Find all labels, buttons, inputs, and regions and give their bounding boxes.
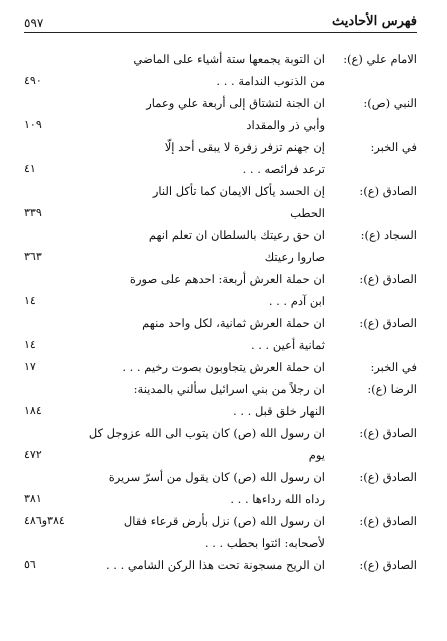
hadith-text: ان رسول الله (ص) كان يقول من أسرّ سريرة (108, 470, 325, 484)
narrator: الصادق (ع): (359, 470, 417, 484)
narrator: الصادق (ع): (359, 558, 417, 572)
narrator: الصادق (ع): (359, 184, 417, 198)
hadith-text: ان رسول الله (ص) نزل بأرض قرعاء فقال (123, 514, 325, 528)
narrator: الصادق (ع): (359, 514, 417, 528)
hadith-text-continued: من الذنوب الندامة . . . (216, 74, 325, 88)
hadith-text-continued: النهار خلق قبل . . . (233, 404, 325, 418)
index-entry (24, 554, 417, 576)
index-entry (24, 92, 417, 136)
hadith-text: ان الريح مسجونة تحت هذا الركن الشامي . . . (105, 558, 325, 572)
index-entry (24, 136, 417, 180)
running-title: فهرس الأحاديث (332, 14, 417, 29)
hadith-text: ان التوبة يجمعها ستة أشياء على الماضي (133, 52, 325, 66)
page-reference: ٥٦ (24, 558, 36, 571)
hadith-text: ان رجلاً من بني اسرائيل سألني بالمدينة: (133, 382, 325, 396)
index-entry (24, 510, 417, 554)
index-entry (24, 466, 417, 510)
narrator: الامام علي (ع): (343, 52, 417, 66)
page-reference: ١٠٩ (24, 118, 42, 131)
index-entry (24, 48, 417, 92)
hadith-text-continued: الحطب (290, 206, 325, 220)
hadith-text-continued: لأصحابه: ائتوا بحطب . . . (204, 536, 325, 550)
header-rule (24, 32, 417, 33)
page-number: ٥٩٧ (24, 16, 44, 30)
page-reference: ٣٨٤و٤٨٦ (24, 514, 65, 527)
hadith-index-list (24, 48, 417, 635)
page-reference: ٣٨١ (24, 492, 42, 505)
narrator: في الخبر: (370, 360, 417, 374)
page-reference: ٣٦٣ (24, 250, 42, 263)
narrator: الصادق (ع): (359, 426, 417, 440)
hadith-text: ان حملة العرش يتجاوبون بصوت رخيم . . . (122, 360, 325, 374)
narrator: الصادق (ع): (359, 272, 417, 286)
hadith-text: ان الجنة لتشتاق إلى أربعة علي وعمار (146, 96, 325, 110)
index-entry (24, 378, 417, 422)
hadith-text: ان رسول الله (ص) كان يتوب الى الله عزوجل كل (88, 426, 325, 440)
hadith-text-continued: صاروا رعيتك (264, 250, 325, 264)
narrator: السجاد (ع): (360, 228, 417, 242)
page-reference: ١٤ (24, 294, 36, 307)
narrator: الرضا (ع): (367, 382, 417, 396)
page-reference: ٤٧٢ (24, 448, 42, 461)
page-reference: ١٧ (24, 360, 36, 373)
hadith-text-continued: ابن آدم . . . (268, 294, 325, 308)
page-reference: ٤١ (24, 162, 36, 175)
index-entry (24, 268, 417, 312)
index-entry (24, 356, 417, 378)
index-entry (24, 180, 417, 224)
hadith-text-continued: يوم (308, 448, 325, 462)
index-entry (24, 224, 417, 268)
hadith-text-continued: ترعد فرائصه . . . (242, 162, 325, 176)
page-reference: ٤٩٠ (24, 74, 42, 87)
page-reference: ١٤ (24, 338, 36, 351)
hadith-text-continued: رداه الله رداءها . . . (230, 492, 325, 506)
hadith-text: إن جهنم تزفر زفرة لا يبقى أحد إلّا (164, 140, 325, 154)
page-reference: ١٨٤ (24, 404, 42, 417)
page-reference: ٣٣٩ (24, 206, 42, 219)
narrator: في الخبر: (370, 140, 417, 154)
hadith-text-continued: ثمانية أعين . . . (250, 338, 325, 352)
hadith-text: ان حملة العرش ثمانية، لكل واحد منهم (142, 316, 325, 330)
narrator: النبي (ص): (363, 96, 417, 110)
hadith-text: ان حملة العرش أربعة: احدهم على صورة (129, 272, 325, 286)
hadith-text: إن الحسد يأكل الايمان كما تأكل النار (152, 184, 325, 198)
hadith-text: ان حق رعيتك بالسلطان ان تعلم انهم (148, 228, 325, 242)
hadith-text-continued: وأبي ذر والمقداد (246, 118, 325, 132)
index-entry (24, 312, 417, 356)
narrator: الصادق (ع): (359, 316, 417, 330)
index-entry (24, 422, 417, 466)
